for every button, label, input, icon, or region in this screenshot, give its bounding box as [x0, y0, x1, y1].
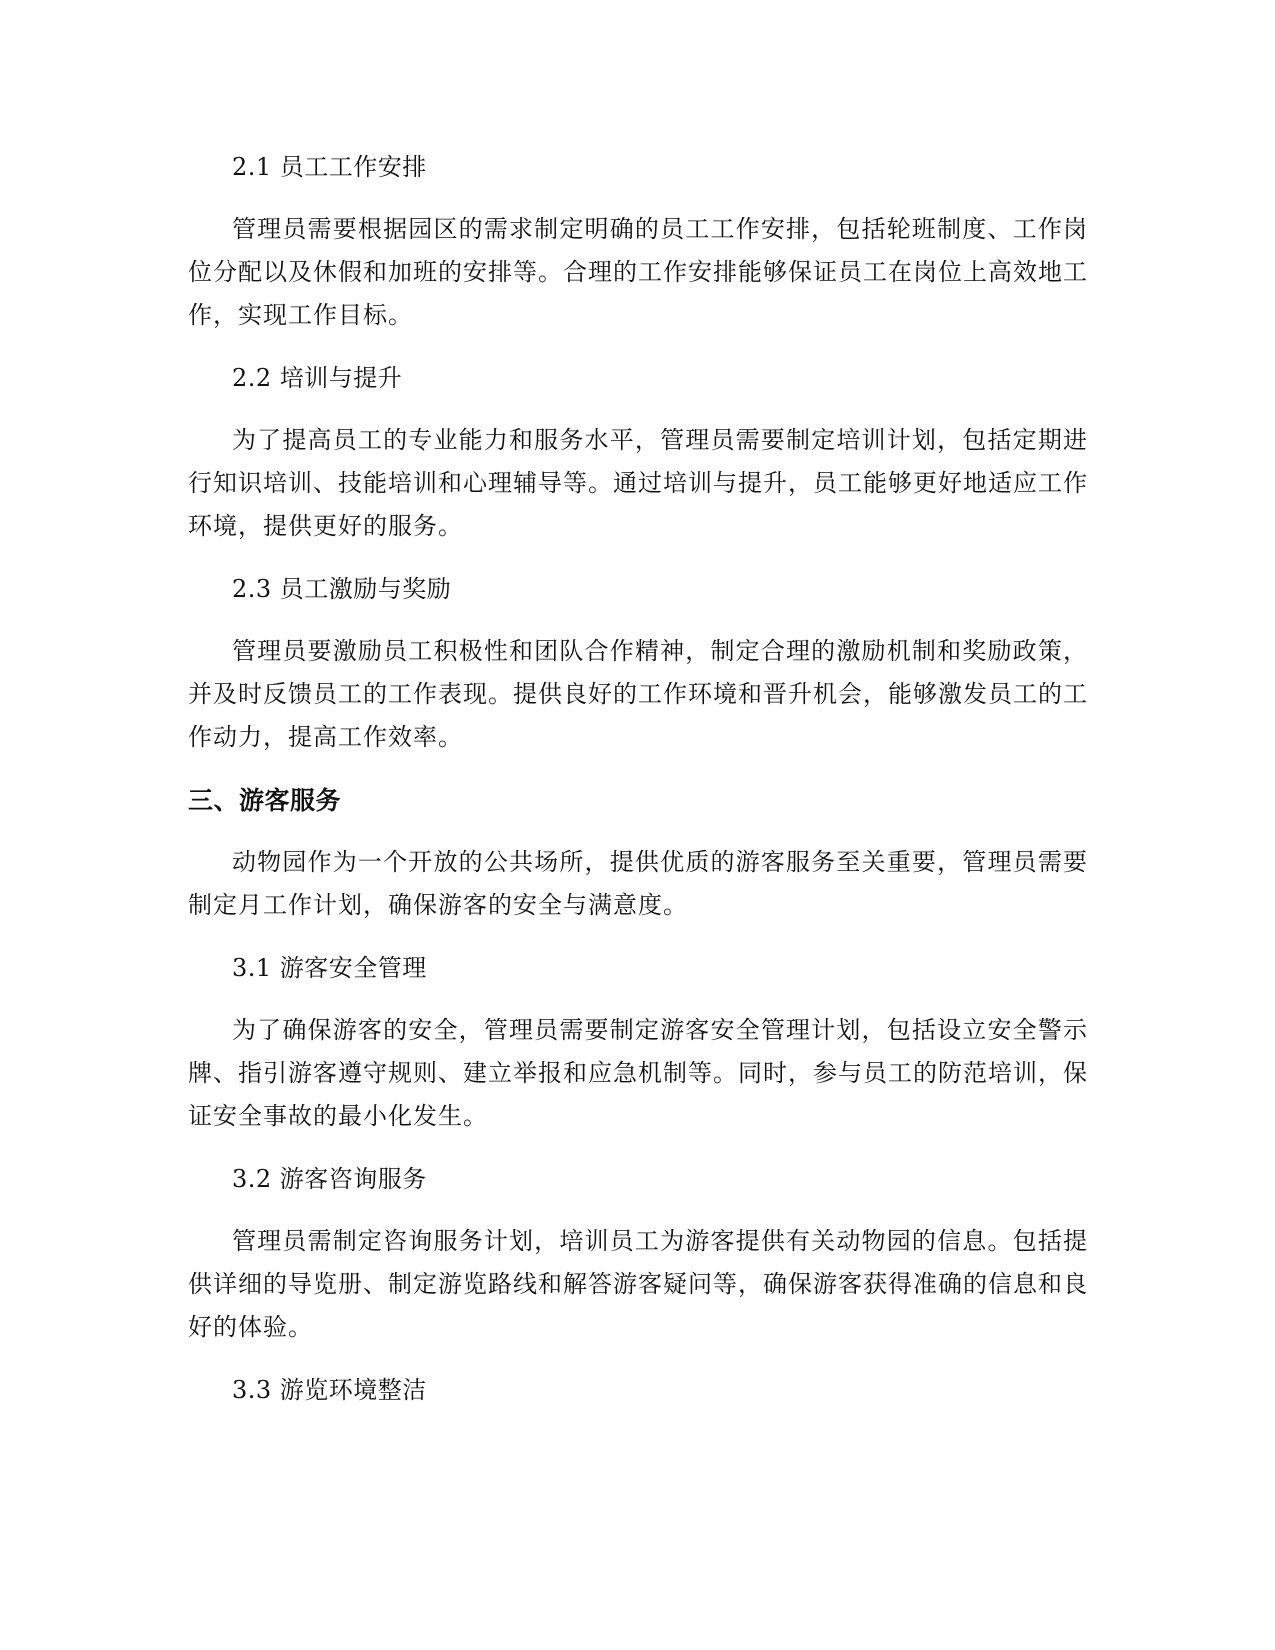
paragraph-3-2: 管理员需制定咨询服务计划，培训员工为游客提供有关动物园的信息。包括提供详细的导览册、制定游览路线和解答游客疑问等，确保游客获得准确的信息和良好的体验。: [188, 1227, 1088, 1341]
section-heading-3: 三、游客服务: [188, 786, 342, 815]
paragraph-2-3: 管理员要激励员工积极性和团队合作精神，制定合理的激励机制和奖励政策，并及时反馈员工的工作表现。提供良好的工作环境和晋升机会，能够激发员工的工作动力，提高工作效率。: [188, 637, 1088, 751]
subheading-3-2: 3.2 游客咨询服务: [232, 1165, 427, 1193]
paragraph-3-intro: 动物园作为一个开放的公共场所，提供优质的游客服务至关重要，管理员需要制定月工作计划，确保游客的安全与满意度。: [188, 848, 1088, 919]
subheading-2-3: 2.3 员工激励与奖励: [232, 575, 452, 603]
subheading-3-1: 3.1 游客安全管理: [232, 954, 427, 982]
subheading-2-2: 2.2 培训与提升: [232, 364, 403, 392]
subheading-3-3: 3.3 游览环境整洁: [232, 1376, 427, 1404]
paragraph-2-1: 管理员需要根据园区的需求制定明确的员工工作安排，包括轮班制度、工作岗位分配以及休假和加班的安排等。合理的工作安排能够保证员工在岗位上高效地工作，实现工作目标。: [188, 215, 1088, 329]
paragraph-3-1: 为了确保游客的安全，管理员需要制定游客安全管理计划，包括设立安全警示牌、指引游客遵守规则、建立举报和应急机制等。同时，参与员工的防范培训，保证安全事故的最小化发生。: [188, 1016, 1088, 1130]
paragraph-2-2: 为了提高员工的专业能力和服务水平，管理员需要制定培训计划，包括定期进行知识培训、技能培训和心理辅导等。通过培训与提升，员工能够更好地适应工作环境，提供更好的服务。: [188, 426, 1088, 540]
document-body: [188, 146, 1088, 1431]
subheading-2-1: 2.1 员工工作安排: [232, 153, 427, 181]
